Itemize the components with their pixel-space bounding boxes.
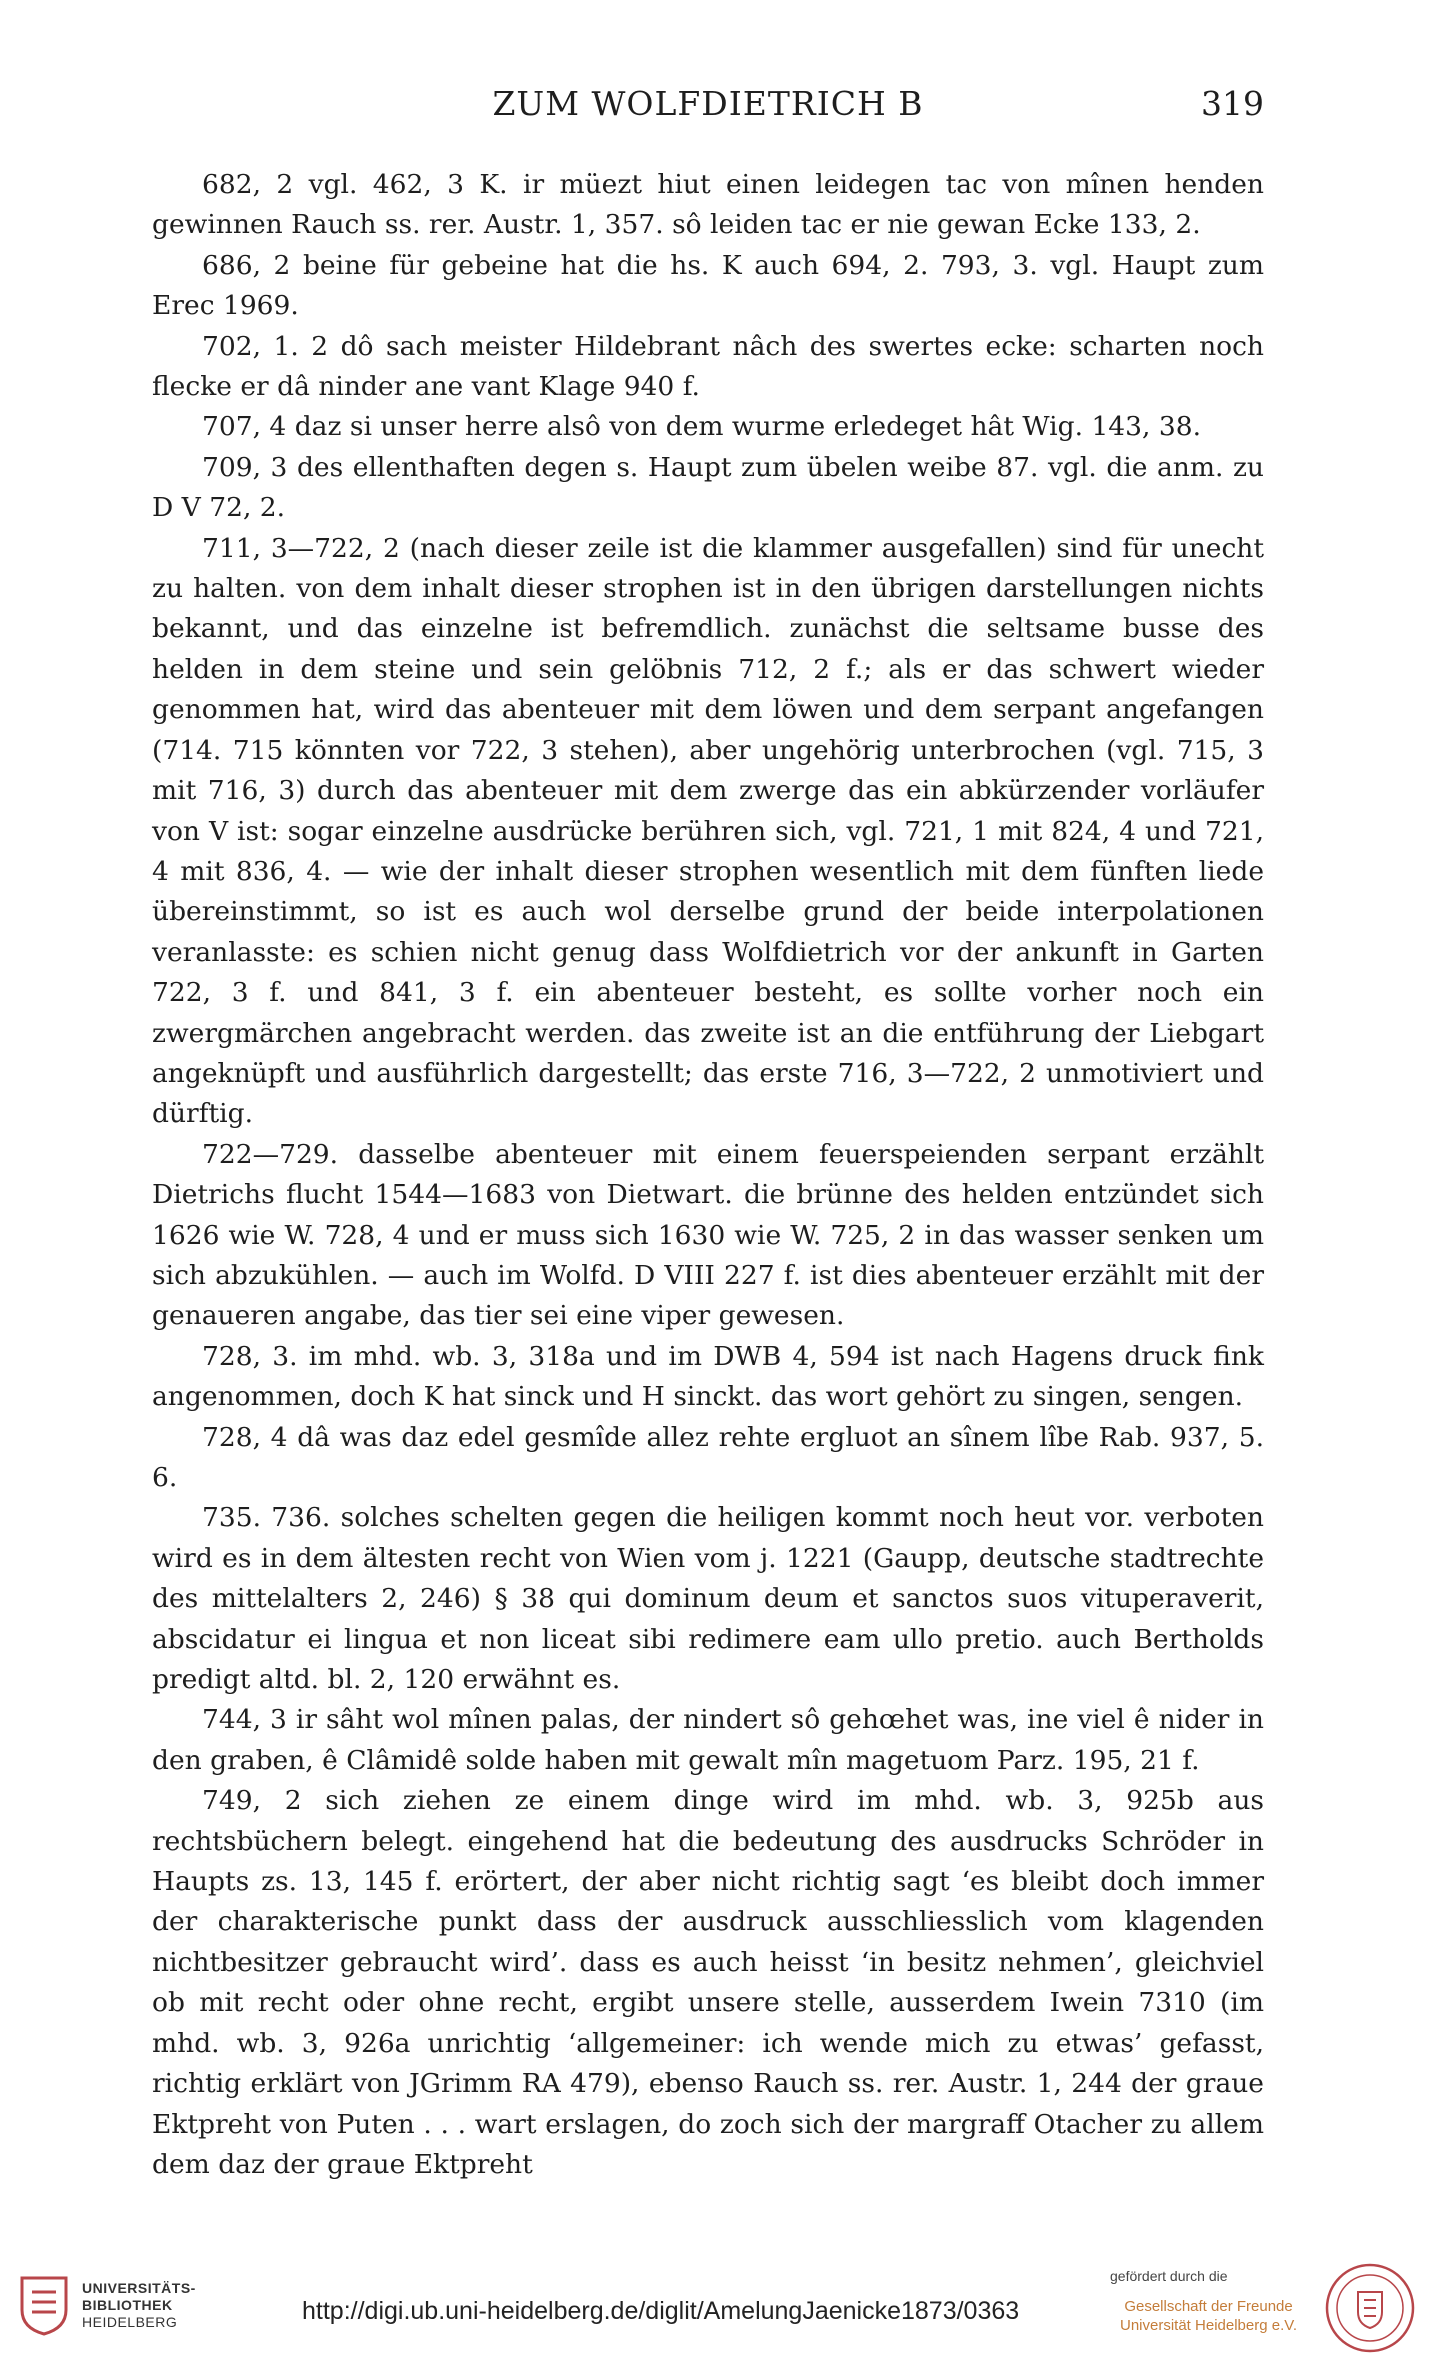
note-paragraph: 709, 3 des ellenthaften degen s. Haupt zum übelen weibe 87. vgl. die anm. zu D V 72, 2. [152, 451, 1264, 524]
note-paragraph: 744, 3 ir sâht wol mînen palas, der nindert sô gehœhet was, ine viel ê nider in den graben, ê Clâmidê solde haben mit gewalt mîn magetuom Parz. 195, 21 f. [152, 1704, 1264, 1776]
note-paragraph: 711, 3—722, 2 (nach dieser zeile ist die klammer ausgefallen) sind für unecht zu halten. von dem inhalt dieser strophen ist in den übrigen darstellungen nichts bekannt, und das einzelne ist befremdlich. zunächst die seltsame busse des helden in dem steine und sein gelöbnis 712, 2 f.; als er das schwert wieder genommen hat, wird das abenteuer mit dem löwen und dem serpant angefangen (714. 715 könnten vor 722, 3 stehen), aber ungehörig unterbrochen (vgl. 715, 3 mit 716, 3) durch das abenteuer mit dem zwerge das ein abkürzender vorläufer von V ist: sogar einzelne ausdrücke berühren sich, vgl. 721, 1 mit 824, 4 und 721, 4 mit 836, 4. — wie der inhalt dieser strophen wesentlich mit dem fünften liede übereinstimmt, so ist es auch wol derselbe grund der beide interpolationen veranlasste: es schien nicht genug dass Wolfdietrich vor der ankunft in Garten 722, 3 f. und 841, 3 f. ein abenteuer besteht, es sollte vorher noch ein zwergmärchen angebracht werden. das zweite ist an die entführung der Liebgart angeknüpft und ausführlich dargestellt; das erste 716, 3—722, 2 unmotiviert und dürftig. [152, 532, 1264, 1130]
note-paragraph: 749, 2 sich ziehen ze einem dinge wird im mhd. wb. 3, 925b aus rechtsbüchern belegt. eingehend hat die bedeutung des ausdrucks Schröder in Haupts zs. 13, 145 f. erörtert, der aber nicht richtig sagt ‘es bleibt doch immer der charakterische punkt dass der ausdruck ausschliesslich vom klagenden nichtbesitzer gebraucht wird’. dass es auch heisst ‘in besitz nehmen’, gleichviel ob mit recht oder ohne recht, ergibt unsere stelle, ausserdem Iwein 7310 (im mhd. wb. 3, 926a unrichtig ‘allgemeiner: ich wende mich zu etwas’ gefasst, richtig erklärt von JGrimm RA 479), ebenso Rauch ss. rer. Austr. 1, 244 der graue Ektpreht von Puten . . . wart erslagen, do zoch sich der margraff Otacher zu allem dem daz der graue Ektpreht [152, 1785, 1264, 2180]
note-paragraph: 728, 4 dâ was daz edel gesmîde allez rehte ergluot an sînem lîbe Rab. 937, 5. 6. [152, 1421, 1264, 1493]
note-paragraph: 686, 2 beine für gebeine hat die hs. K auch 694, 2. 793, 3. vgl. Haupt zum Erec 1969. [152, 249, 1264, 322]
university-seal-icon [18, 2274, 70, 2336]
note-paragraph: 682, 2 vgl. 462, 3 K. ir müezt hiut einen leidegen tac von mînen henden gewinnen Rauch ss. rer. Austr. 1, 357. sô leiden tac er nie gewan Ecke 133, 2. [152, 169, 1264, 241]
page-header [152, 84, 1264, 134]
society-name: Gesellschaft der Freunde Universität Heidelberg e.V. [1120, 2298, 1298, 2334]
note-paragraph: 728, 3. im mhd. wb. 3, 318a und im DWB 4, 594 ist nach Hagens druck fink angenommen, doch K hat sinck und H sinckt. das wort gehört zu singen, sengen. [152, 1340, 1264, 1413]
commentary-text [152, 165, 1264, 2185]
digitization-link[interactable]: http://digi.ub.uni-heidelberg.de/diglit/AmelungJaenicke1873/0363 [302, 2297, 1020, 2325]
funded-by-label: gefördert durch die [1110, 2268, 1228, 2284]
digitization-footer [0, 2250, 1439, 2365]
note-paragraph: 722—729. dasselbe abenteuer mit einem feuerspeienden serpant erzählt Dietrichs flucht 1544—1683 von Dietwart. die brünne des helden entzündet sich 1626 wie W. 728, 4 und er muss sich 1630 wie W. 725, 2 in das wasser senken um sich abzukühlen. — auch im Wolfd. D VIII 227 f. ist dies abenteuer erzählt mit der genaueren angabe, das tier sei eine viper gewesen. [152, 1138, 1264, 1332]
library-name: UNIVERSITÄTS- BIBLIOTHEK HEIDELBERG [82, 2280, 196, 2330]
note-paragraph: 735. 736. solches schelten gegen die heiligen kommt noch heut vor. verboten wird es in dem ältesten recht von Wien vom j. 1221 (Gaupp, deutsche stadtrechte des mittelalters 2, 246) § 38 qui dominum deum et sanctos suos vituperaverit, abscidatur ei lingua et non liceat sibi redimere eam ullo pretio. auch Bertholds predigt altd. bl. 2, 120 erwähnt es. [152, 1502, 1264, 1696]
note-paragraph: 707, 4 daz si unser herre alsô von dem wurme erledeget hât Wig. 143, 38. [202, 411, 1202, 443]
society-seal-icon [1324, 2262, 1416, 2354]
running-title: ZUM WOLFDIETRICH B [492, 84, 924, 123]
note-paragraph: 702, 1. 2 dô sach meister Hildebrant nâch des swertes ecke: scharten noch flecke er dâ ninder ane vant Klage 940 f. [152, 330, 1264, 403]
page-number: 319 [1201, 84, 1264, 123]
